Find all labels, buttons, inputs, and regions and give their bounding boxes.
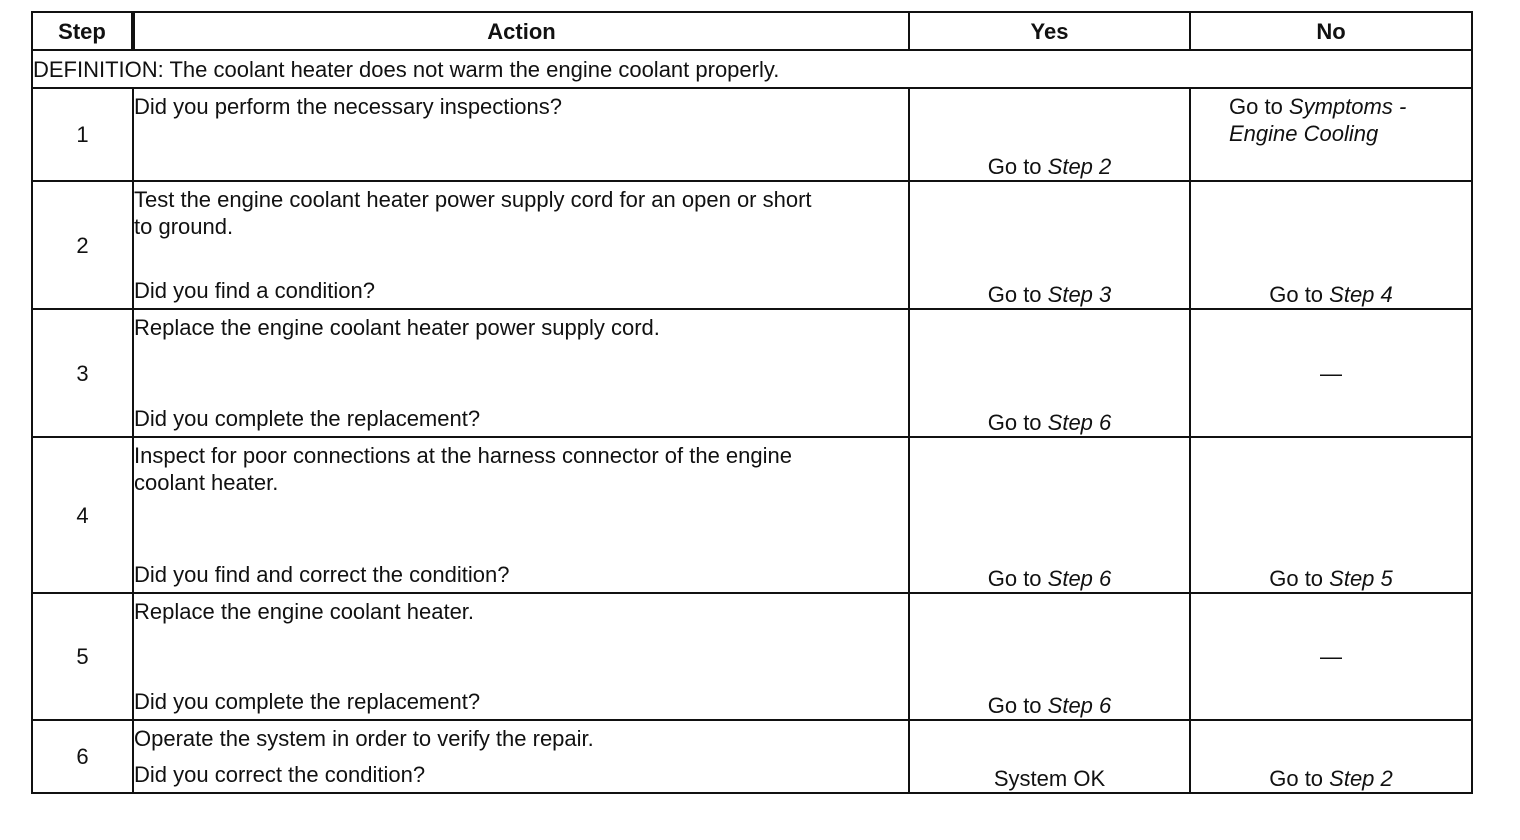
step-number: 6: [32, 720, 133, 793]
yes-step-link[interactable]: Step 2: [1047, 154, 1112, 179]
table-row: [32, 720, 1472, 793]
no-step-link[interactable]: Symptoms - Engine Cooling: [1229, 94, 1407, 146]
no-prefix: Go to: [1229, 94, 1289, 119]
action-question: Did you complete the replacement?: [134, 689, 481, 714]
table-header-row: [32, 12, 1472, 50]
table-row: [32, 88, 1472, 181]
table-row: [32, 309, 1472, 437]
no-prefix: Go to: [1269, 766, 1330, 791]
header-yes: Yes: [909, 12, 1190, 50]
action-cell: [133, 88, 909, 181]
table-row: [32, 437, 1472, 593]
action-cell: [133, 593, 909, 720]
no-cell: [1190, 437, 1472, 593]
header-no: No: [1190, 12, 1472, 50]
yes-cell: [909, 437, 1190, 593]
action-text: Did you perform the necessary inspections?: [134, 94, 562, 119]
no-prefix: Go to: [1269, 282, 1330, 307]
action-cell: [133, 181, 909, 309]
yes-cell: [909, 593, 1190, 720]
table-row: [32, 593, 1472, 720]
action-text: Test the engine coolant heater power supply cord for an open or short to ground.: [134, 187, 812, 239]
no-step-link[interactable]: Step 5: [1329, 566, 1393, 591]
action-text: Operate the system in order to verify the repair.: [134, 726, 594, 751]
no-step-link[interactable]: Step 2: [1329, 766, 1393, 791]
action-question: Did you complete the replacement?: [134, 406, 481, 431]
diagnostic-table: [31, 11, 1473, 794]
definition-text: DEFINITION: The coolant heater does not warm the engine coolant properly.: [32, 50, 1472, 88]
no-step-link[interactable]: Step 4: [1329, 282, 1393, 307]
no-cell: [1190, 720, 1472, 793]
action-cell: [133, 437, 909, 593]
yes-step-link[interactable]: Step 6: [1047, 693, 1112, 718]
no-cell: [1190, 88, 1472, 181]
yes-prefix: Go to: [987, 154, 1048, 179]
yes-prefix: Go to: [987, 282, 1048, 307]
definition-row: [32, 50, 1472, 88]
yes-cell: [909, 309, 1190, 437]
header-action: Action: [133, 12, 909, 50]
step-number: 1: [32, 88, 133, 181]
no-cell: —: [1190, 593, 1472, 720]
action-text: Inspect for poor connections at the harness connector of the engine coolant heater.: [134, 443, 792, 495]
action-cell: [133, 309, 909, 437]
no-prefix: Go to: [1269, 566, 1330, 591]
yes-prefix: Go to: [987, 410, 1048, 435]
action-question: Did you find and correct the condition?: [134, 562, 510, 587]
header-step: Step: [32, 12, 133, 50]
no-cell: —: [1190, 309, 1472, 437]
action-question: Did you find a condition?: [134, 278, 375, 303]
step-number: 3: [32, 309, 133, 437]
yes-prefix: Go to: [987, 566, 1048, 591]
yes-cell: [909, 181, 1190, 309]
action-text: Replace the engine coolant heater.: [134, 599, 475, 624]
no-cell: [1190, 181, 1472, 309]
action-question: Did you correct the condition?: [134, 762, 426, 787]
step-number: 5: [32, 593, 133, 720]
yes-cell: [909, 88, 1190, 181]
yes-cell: System OK: [909, 720, 1190, 793]
yes-prefix: Go to: [987, 693, 1048, 718]
yes-step-link[interactable]: Step 3: [1047, 282, 1112, 307]
action-cell: [133, 720, 909, 793]
yes-step-link[interactable]: Step 6: [1047, 410, 1112, 435]
action-text: Replace the engine coolant heater power supply cord.: [134, 315, 660, 340]
step-number: 4: [32, 437, 133, 593]
yes-step-link[interactable]: Step 6: [1047, 566, 1112, 591]
step-number: 2: [32, 181, 133, 309]
table-row: [32, 181, 1472, 309]
